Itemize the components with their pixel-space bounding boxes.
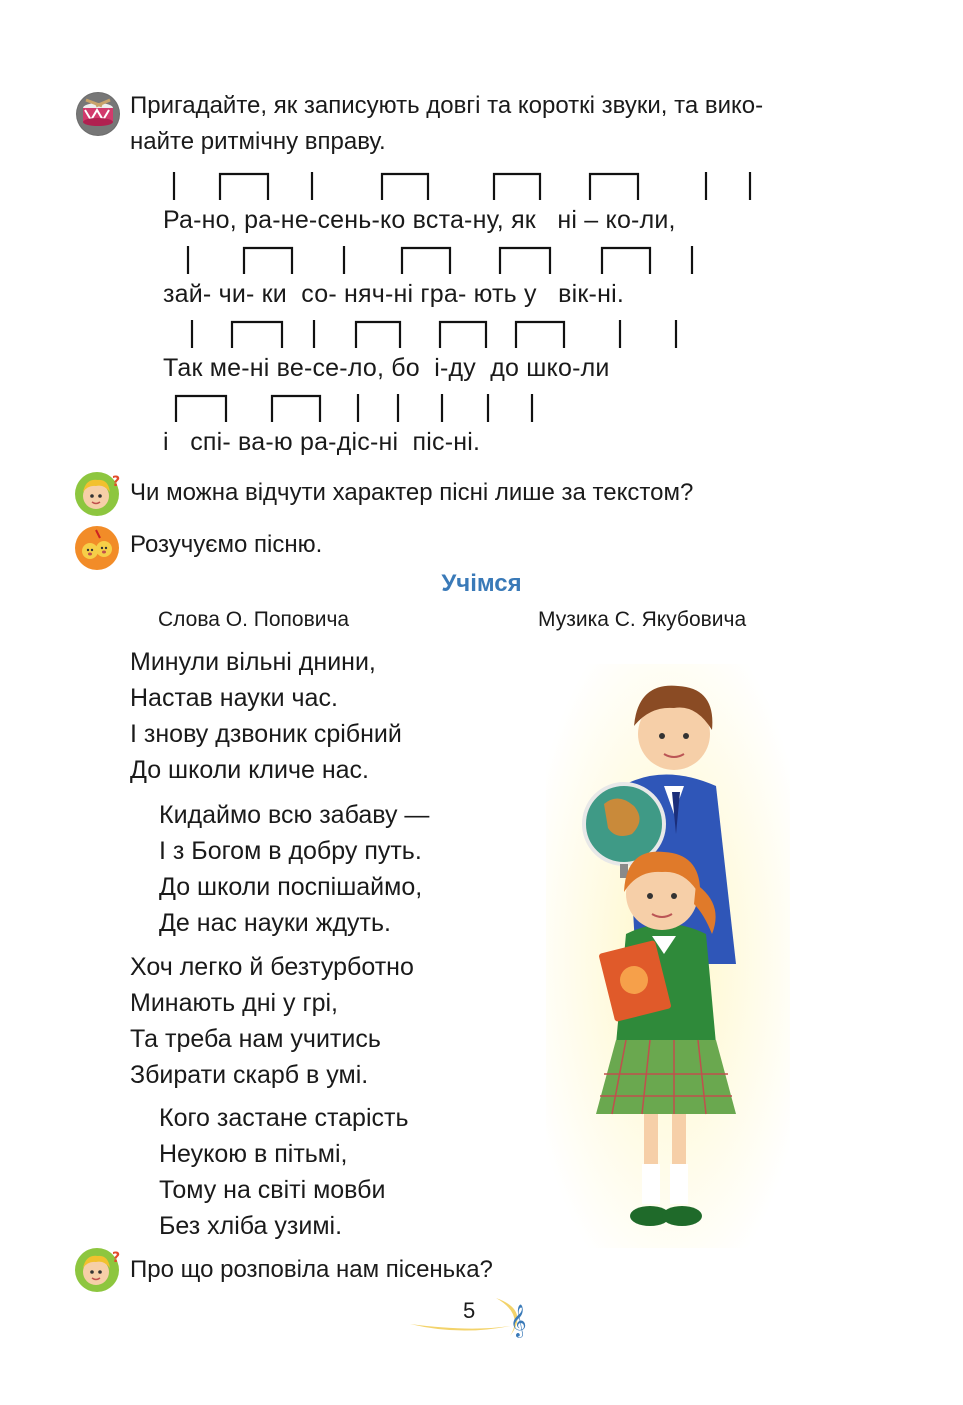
task3-text: Розучуємо пісню. bbox=[130, 531, 323, 558]
rhythm-notation bbox=[160, 244, 780, 278]
rhythm-row bbox=[160, 392, 780, 432]
verse-line: Минули вільні днини, bbox=[130, 648, 376, 676]
eighth-pair-mark bbox=[272, 396, 320, 422]
rhythm-lyric-2: зай- чи- ки со- няч-ні гра- ють у вік-ні. bbox=[163, 280, 624, 308]
eighth-pair-mark bbox=[602, 248, 650, 274]
thinking-boy-icon bbox=[74, 1246, 121, 1290]
thinking-boy-icon bbox=[74, 470, 121, 514]
music-credit: Музика С. Якубовича bbox=[538, 608, 747, 631]
eighth-pair-mark bbox=[500, 248, 550, 274]
rhythm-notation bbox=[160, 318, 780, 352]
eighth-pair-mark bbox=[516, 322, 564, 348]
verse-1 bbox=[130, 644, 402, 788]
verse-line: Хоч легко й безтурботно bbox=[130, 953, 414, 981]
verse-line: Та треба нам учитись bbox=[130, 1025, 381, 1053]
verse-line: Кого застане старість bbox=[159, 1104, 409, 1132]
task4-text: Про що розповіла нам пісенька? bbox=[130, 1256, 493, 1283]
drum-icon bbox=[76, 92, 120, 136]
schoolchildren-illustration bbox=[546, 664, 790, 1248]
svg-text:?: ? bbox=[112, 1250, 121, 1266]
eighth-pair-mark bbox=[176, 396, 226, 422]
rhythm-row bbox=[160, 318, 780, 358]
verse-line: Настав науки час. bbox=[130, 684, 338, 712]
eighth-pair-mark bbox=[382, 174, 428, 200]
eighth-pair-mark bbox=[494, 174, 540, 200]
rhythm-lyric-1: Ра-но, ра-не-сень-ко вста-ну, як ні – ко-ли, bbox=[163, 206, 676, 234]
verse-line: Минають дні у грі, bbox=[130, 989, 338, 1017]
verse-line: І знову дзвоник срібний bbox=[130, 720, 402, 748]
singing-faces-icon bbox=[74, 524, 118, 568]
rhythm-row bbox=[160, 244, 780, 284]
rhythm-row bbox=[160, 170, 780, 210]
task2-text: Чи можна відчути характер пісні лише за текстом? bbox=[130, 479, 694, 506]
lyrics-credit: Слова О. Поповича bbox=[158, 608, 350, 631]
eighth-pair-mark bbox=[440, 322, 486, 348]
verse-line: До школи кличе нас. bbox=[130, 756, 369, 784]
eighth-pair-mark bbox=[232, 322, 282, 348]
task1-line-1: Пригадайте, як записують довгі та короткі звуки, та вико- bbox=[130, 92, 764, 119]
verse-4 bbox=[159, 1100, 409, 1244]
verse-line: Де нас науки ждуть. bbox=[159, 909, 391, 937]
task1-text bbox=[130, 88, 763, 160]
eighth-pair-mark bbox=[402, 248, 450, 274]
task1-line-2: найте ритмічну вправу. bbox=[130, 128, 386, 155]
song-title: Учімся bbox=[441, 570, 522, 597]
eighth-pair-mark bbox=[590, 174, 638, 200]
verse-line: Кидаймо всю забаву — bbox=[159, 801, 430, 829]
treble-clef-icon: 𝄞 bbox=[510, 1304, 527, 1337]
svg-text:?: ? bbox=[112, 474, 121, 490]
eighth-pair-mark bbox=[244, 248, 292, 274]
rhythm-lyric-4: і спі- ва-ю ра-діс-ні піс-ні. bbox=[163, 428, 481, 456]
verse-line: Неукою в пітьмі, bbox=[159, 1140, 348, 1168]
verse-line: Без хліба узимі. bbox=[159, 1212, 343, 1240]
eighth-pair-mark bbox=[220, 174, 268, 200]
rhythm-notation bbox=[160, 170, 780, 204]
verse-3 bbox=[130, 949, 414, 1093]
verse-line: Збирати скарб в умі. bbox=[130, 1061, 369, 1089]
verse-line: До школи поспішаймо, bbox=[159, 873, 423, 901]
rhythm-lyric-3: Так ме-ні ве-се-ло, бо і-ду до шко-ли bbox=[163, 354, 610, 382]
eighth-pair-mark bbox=[356, 322, 400, 348]
verse-line: І з Богом в добру путь. bbox=[159, 837, 422, 865]
verse-line: Тому на світі мовби bbox=[159, 1176, 386, 1204]
page-number: 5 bbox=[463, 1298, 476, 1323]
verse-2 bbox=[159, 797, 429, 941]
rhythm-notation bbox=[160, 392, 780, 426]
